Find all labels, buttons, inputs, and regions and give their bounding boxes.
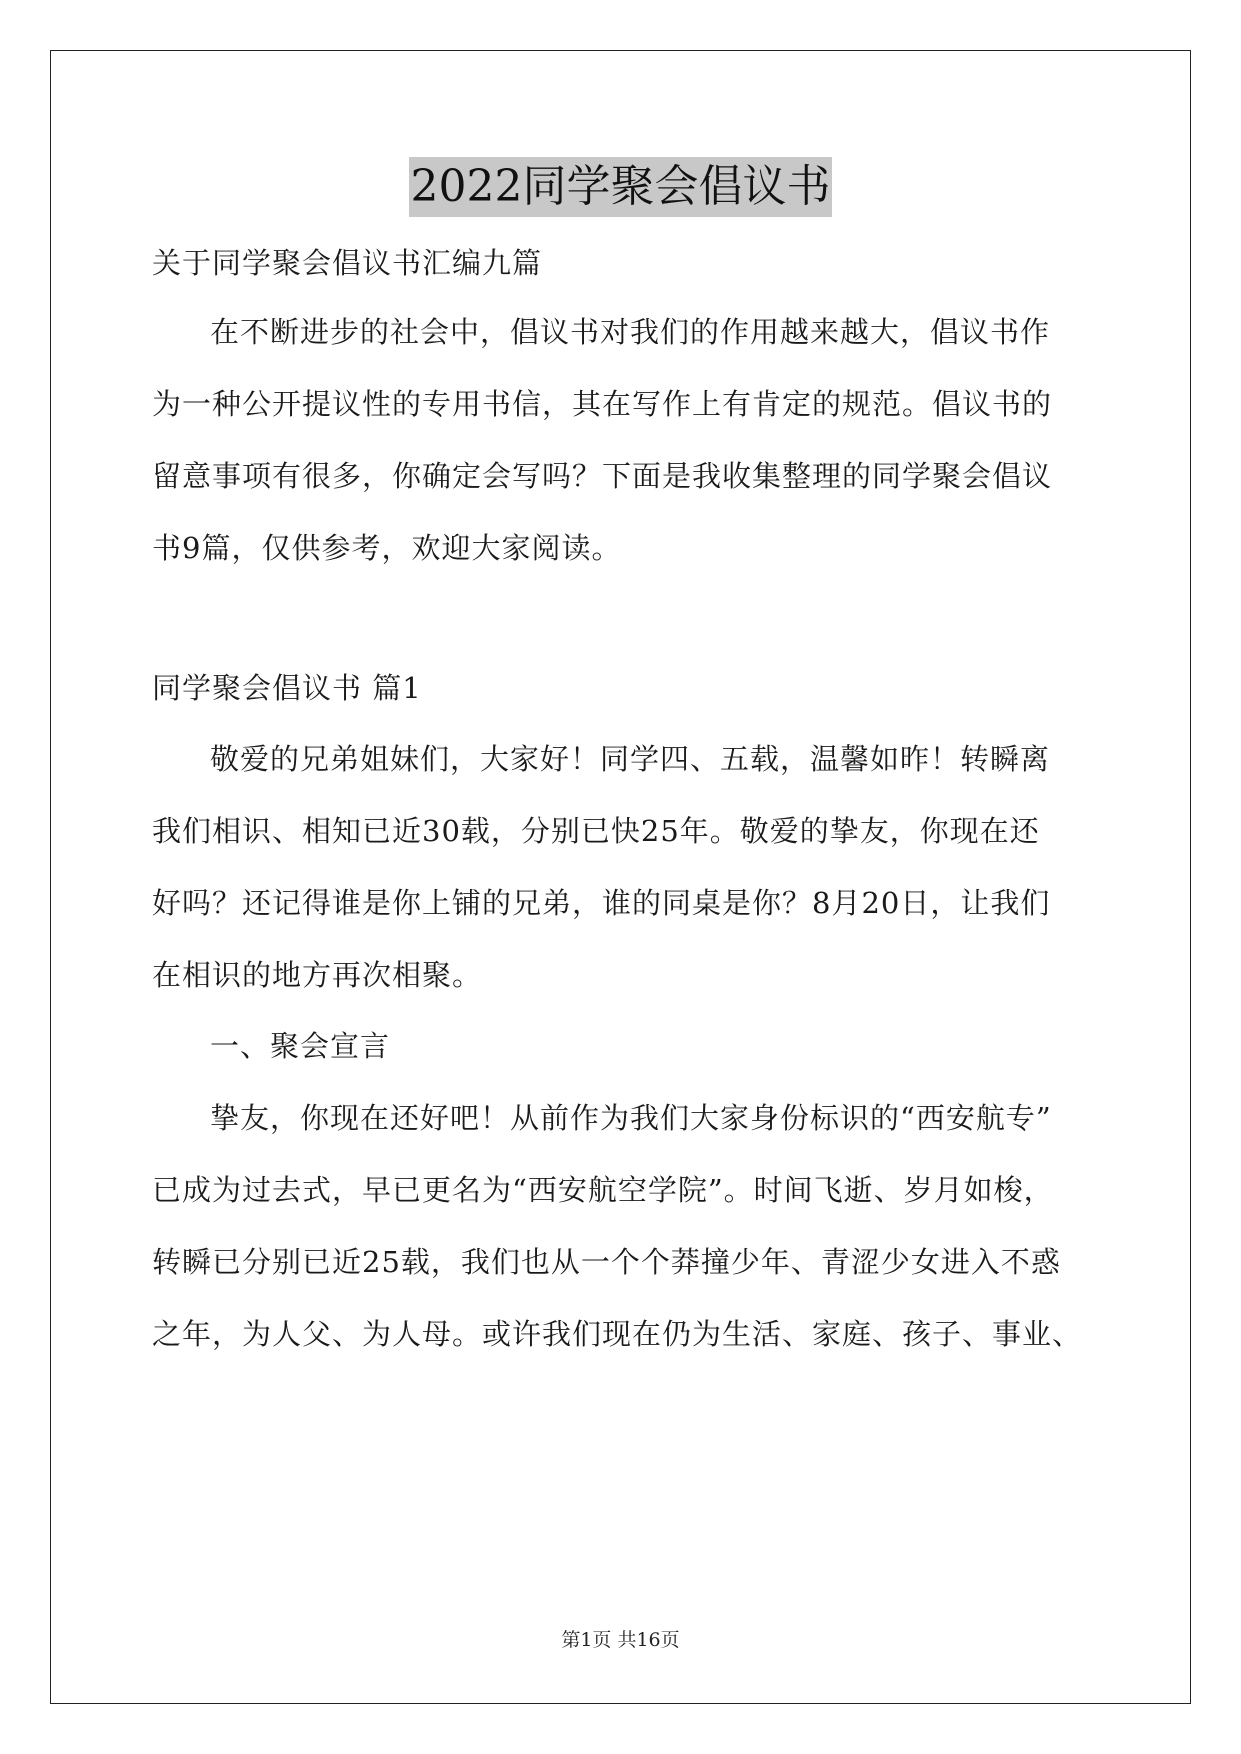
body-line-7: 转瞬已分别已近25载，我们也从一个个莽撞少年、青涩少女进入不惑 <box>152 1245 1061 1279</box>
intro-line-4: 书9篇，仅供参考，欢迎大家阅读。 <box>152 531 622 565</box>
document-subtitle: 关于同学聚会倡议书汇编九篇 <box>152 246 543 280</box>
body-line-4: 在相识的地方再次相聚。 <box>152 958 483 992</box>
body-line-2: 我们相识、相知已近30载，分别已快25年。敬爱的挚友，你现在还 <box>152 814 1040 848</box>
document-title: 2022同学聚会倡议书 <box>409 157 833 217</box>
page-footer: 第1页 共16页 <box>561 1629 680 1651</box>
section-heading: 同学聚会倡议书 篇1 <box>152 671 422 705</box>
title-container <box>0 157 1241 217</box>
body-line-6: 已成为过去式，早已更名为“西安航空学院”。时间飞逝、岁月如梭， <box>152 1173 1054 1207</box>
body-line-5: 挚友，你现在还好吧！从前作为我们大家身份标识的“西安航专” <box>210 1101 1052 1135</box>
intro-line-1: 在不断进步的社会中，倡议书对我们的作用越来越大，倡议书作 <box>210 315 1051 349</box>
body-line-3: 好吗？还记得谁是你上铺的兄弟，谁的同桌是你？8月20日，让我们 <box>152 886 1051 920</box>
body-line-8: 之年，为人父、为人母。或许我们现在仍为生活、家庭、孩子、事业、 <box>152 1317 1083 1351</box>
body-line-1: 敬爱的兄弟姐妹们，大家好！同学四、五载，温馨如昨！转瞬离 <box>210 742 1051 776</box>
intro-line-2: 为一种公开提议性的专用书信，其在写作上有肯定的规范。倡议书的 <box>152 387 1053 421</box>
subheading-declaration: 一、聚会宣言 <box>210 1029 391 1063</box>
intro-line-3: 留意事项有很多，你确定会写吗？下面是我收集整理的同学聚会倡议 <box>152 459 1053 493</box>
page-border <box>50 50 1191 1704</box>
